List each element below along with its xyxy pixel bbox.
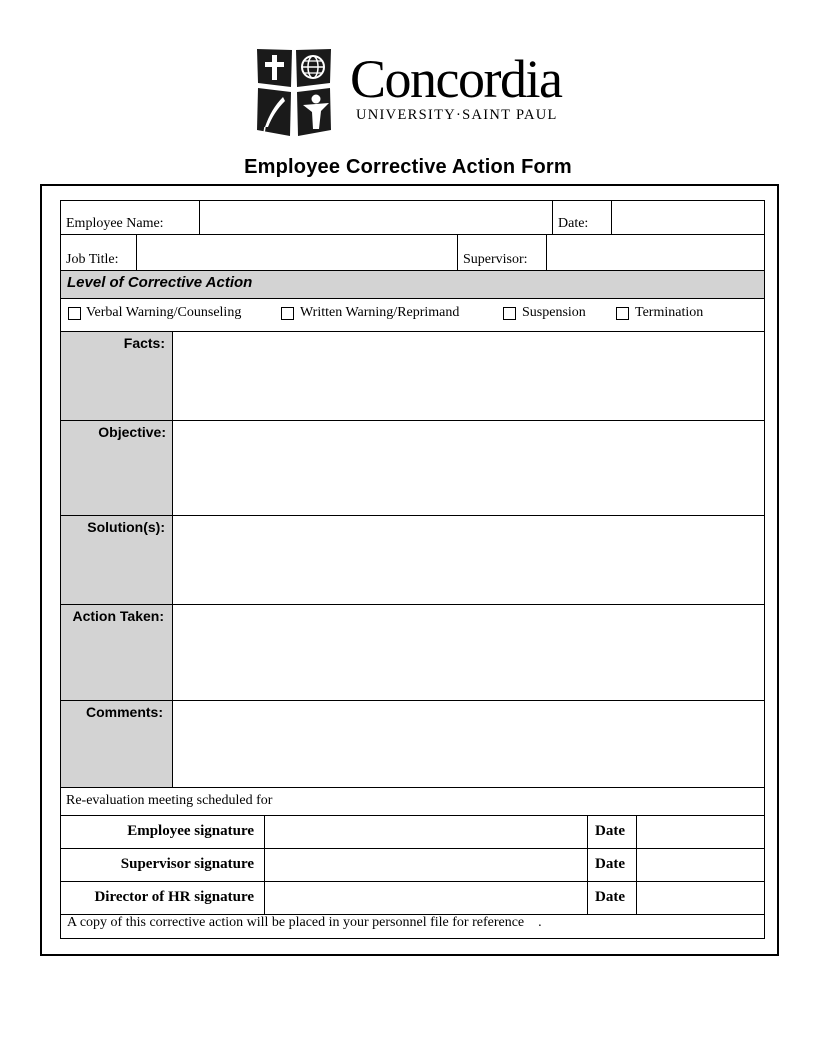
rule bbox=[636, 815, 637, 914]
objective-text-area[interactable] bbox=[174, 422, 763, 514]
job-title-field[interactable] bbox=[138, 236, 456, 269]
rule bbox=[552, 200, 553, 235]
logo-emblem-icon bbox=[255, 47, 333, 139]
supervisor-field[interactable] bbox=[548, 236, 763, 269]
logo-wordmark: Concordia bbox=[350, 49, 562, 109]
logo-subtitle: UNIVERSITY·SAINT PAUL bbox=[356, 107, 558, 123]
rule bbox=[60, 200, 765, 201]
employee-signature-label: Employee signature bbox=[127, 823, 254, 839]
rule bbox=[60, 270, 765, 271]
supervisor-signature-date-label: Date bbox=[595, 856, 625, 872]
verbal-warning-label: Verbal Warning/Counseling bbox=[86, 305, 242, 320]
termination-checkbox[interactable] bbox=[616, 307, 629, 320]
rule bbox=[60, 420, 765, 421]
hr-director-signature-label: Director of HR signature bbox=[94, 889, 254, 905]
rule bbox=[457, 234, 458, 271]
comments-label: Comments: bbox=[85, 704, 163, 720]
supervisor-signature-date-field[interactable] bbox=[638, 850, 763, 880]
university-logo bbox=[255, 47, 565, 139]
rule bbox=[60, 815, 765, 816]
job-title-label: Job Title: bbox=[66, 252, 119, 267]
supervisor-signature-label: Supervisor signature bbox=[120, 856, 254, 872]
footer-note: A copy of this corrective action will be placed in your personnel file for reference . bbox=[67, 915, 542, 930]
rule bbox=[199, 200, 200, 235]
hr-director-signature-date-field[interactable] bbox=[638, 883, 763, 913]
rule bbox=[60, 787, 765, 788]
rule bbox=[60, 298, 765, 299]
facts-text-area[interactable] bbox=[174, 333, 763, 419]
level-section-title: Level of Corrective Action bbox=[67, 274, 253, 291]
date-field[interactable] bbox=[613, 202, 763, 233]
supervisor-signature-field[interactable] bbox=[266, 850, 586, 880]
solutions-label: Solution(s): bbox=[87, 519, 165, 535]
rule bbox=[60, 515, 765, 516]
form-title: Employee Corrective Action Form bbox=[244, 156, 572, 178]
rule bbox=[764, 200, 765, 939]
termination-label: Termination bbox=[635, 305, 704, 320]
rule bbox=[546, 234, 547, 271]
supervisor-label: Supervisor: bbox=[463, 252, 528, 267]
rule bbox=[60, 604, 765, 605]
rule bbox=[60, 938, 765, 939]
rule bbox=[60, 234, 765, 235]
suspension-label: Suspension bbox=[522, 305, 586, 320]
rule bbox=[60, 331, 765, 332]
facts-label: Facts: bbox=[123, 335, 165, 351]
rule bbox=[60, 881, 765, 882]
action-taken-label: Action Taken: bbox=[72, 608, 164, 624]
reevaluation-label: Re-evaluation meeting scheduled for bbox=[66, 793, 273, 808]
employee-name-field[interactable] bbox=[201, 202, 551, 233]
employee-signature-date-label: Date bbox=[595, 823, 625, 839]
rule bbox=[264, 815, 265, 914]
date-label: Date: bbox=[558, 216, 589, 231]
hr-director-signature-field[interactable] bbox=[266, 883, 586, 913]
objective-label: Objective: bbox=[98, 424, 166, 440]
action-taken-text-area[interactable] bbox=[174, 606, 763, 699]
verbal-warning-checkbox[interactable] bbox=[68, 307, 81, 320]
rule bbox=[60, 700, 765, 701]
form-table bbox=[60, 200, 765, 939]
comments-text-area[interactable] bbox=[174, 702, 763, 786]
rule bbox=[587, 815, 588, 914]
rule bbox=[60, 848, 765, 849]
employee-name-label: Employee Name: bbox=[66, 216, 164, 231]
suspension-checkbox[interactable] bbox=[503, 307, 516, 320]
employee-signature-date-field[interactable] bbox=[638, 817, 763, 847]
rule bbox=[136, 234, 137, 271]
written-warning-checkbox[interactable] bbox=[281, 307, 294, 320]
written-warning-label: Written Warning/Reprimand bbox=[300, 305, 460, 320]
hr-director-signature-date-label: Date bbox=[595, 889, 625, 905]
employee-signature-field[interactable] bbox=[266, 817, 586, 847]
solutions-text-area[interactable] bbox=[174, 517, 763, 603]
rule bbox=[172, 331, 173, 787]
rule bbox=[611, 200, 612, 235]
